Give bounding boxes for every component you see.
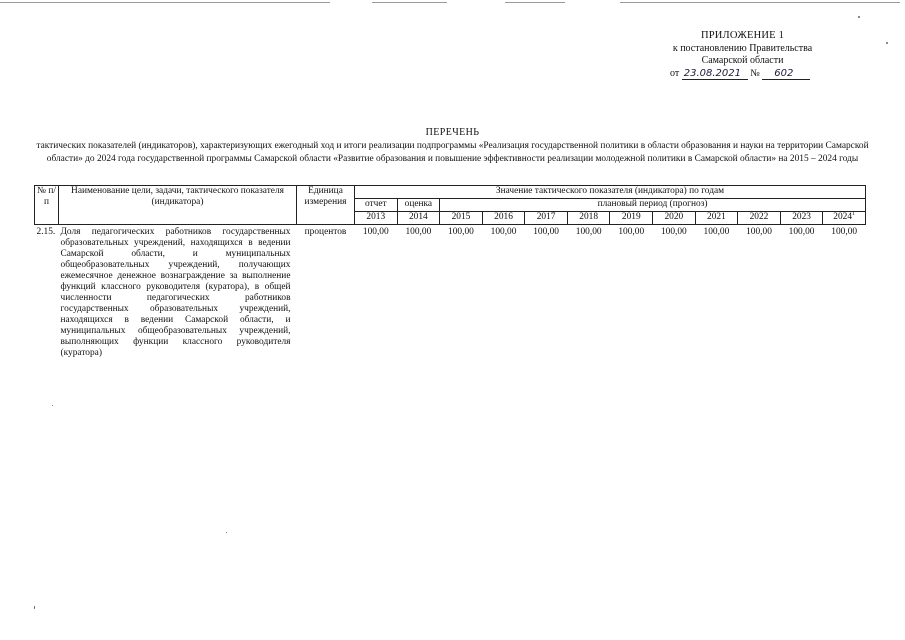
header-year: 2018 [567, 212, 610, 225]
scan-speck [226, 532, 227, 533]
header-unit: Единица измерения [297, 186, 355, 225]
appendix-line-1: к постановлению Правительства [672, 42, 813, 54]
header-year: 2014 [397, 212, 440, 225]
scan-speck [52, 405, 53, 406]
row-indicator-name: Доля педагогических работников государственных образовательных учреждений, находящихся в ведении Самарской области, и муниципальных общеобразовательных учреждений, получающих ежемесячное денежное вознаграждение за выполнение функций классного руководителя (куратора), в общей численности педагогических работников государственных образовательных учреждений, находящихся в ведении Самарской области, и муниципальных общеобразовательных учреждений, выполняющих функции классного руководителя (куратора) [60, 227, 291, 358]
handwritten-number: 602 [762, 68, 810, 80]
header-year-last [823, 212, 866, 225]
header-values-group: Значение тактического показателя (индикатора) по годам [355, 186, 866, 199]
row-value: 100,00 [703, 227, 730, 237]
header-year: 2015 [440, 212, 483, 225]
row-value: 100,00 [660, 227, 687, 237]
indicators-table [34, 185, 866, 359]
scan-edge-line [620, 2, 900, 3]
document-subtitle: тактических показателей (индикаторов), характеризующих ежегодный ход и итоги реализации подпрограммы «Реализация государственной политики в области образования и науки на территории Самарской области» до 2024 года государственной программы Самарской области «Развитие образования и повышение эффективности реализации молодежной политики в Самарской области» на 2015 – 2024 годы [36, 141, 869, 164]
header-num: № п/п [35, 186, 59, 225]
row-value: 100,00 [405, 227, 432, 237]
handwritten-date: 23.08.2021 [682, 68, 748, 80]
appendix-block [640, 30, 845, 80]
scan-speck [886, 42, 888, 44]
scan-speck [858, 16, 860, 18]
appendix-date-line [640, 68, 845, 81]
header-year: 2013 [355, 212, 398, 225]
header-year: 2023 [780, 212, 823, 225]
header-estimate: оценка [397, 199, 440, 212]
scan-edge-line [0, 2, 330, 3]
header-year: 2016 [482, 212, 525, 225]
row-value: 100,00 [575, 227, 602, 237]
table-row [35, 225, 866, 360]
number-label: № [750, 67, 760, 79]
header-year: 2019 [610, 212, 653, 225]
scan-speck [34, 606, 35, 609]
header-name: Наименование цели, задачи, тактического показателя (индикатора) [59, 186, 297, 225]
appendix-line-2: Самарской области [701, 55, 784, 66]
header-planned: плановый период (прогноз) [440, 199, 866, 212]
row-value: 100,00 [788, 227, 815, 237]
header-year: 2021 [695, 212, 738, 225]
appendix-title: ПРИЛОЖЕНИЕ 1 [700, 30, 785, 41]
from-label: от [670, 67, 680, 79]
row-value: 100,00 [533, 227, 559, 237]
header-year: 2017 [525, 212, 568, 225]
row-value: 100,00 [490, 227, 517, 237]
row-num: 2.15. [36, 227, 56, 237]
scan-edge-line [372, 2, 447, 3]
header-year: 2020 [653, 212, 696, 225]
header-report: отчет [355, 199, 398, 212]
row-value: 100,00 [618, 227, 645, 237]
row-value: 100,00 [448, 227, 474, 237]
document-title: ПЕРЕЧЕНЬ [425, 127, 480, 138]
row-value: 100,00 [362, 227, 389, 237]
row-unit: процентов [304, 227, 347, 237]
footnote-mark: 1 [852, 210, 856, 217]
row-value: 100,00 [746, 227, 772, 237]
header-year: 2022 [738, 212, 781, 225]
row-value: 100,00 [831, 227, 858, 237]
header-year-label: 2024 [833, 212, 853, 222]
scan-edge-line [505, 2, 565, 3]
